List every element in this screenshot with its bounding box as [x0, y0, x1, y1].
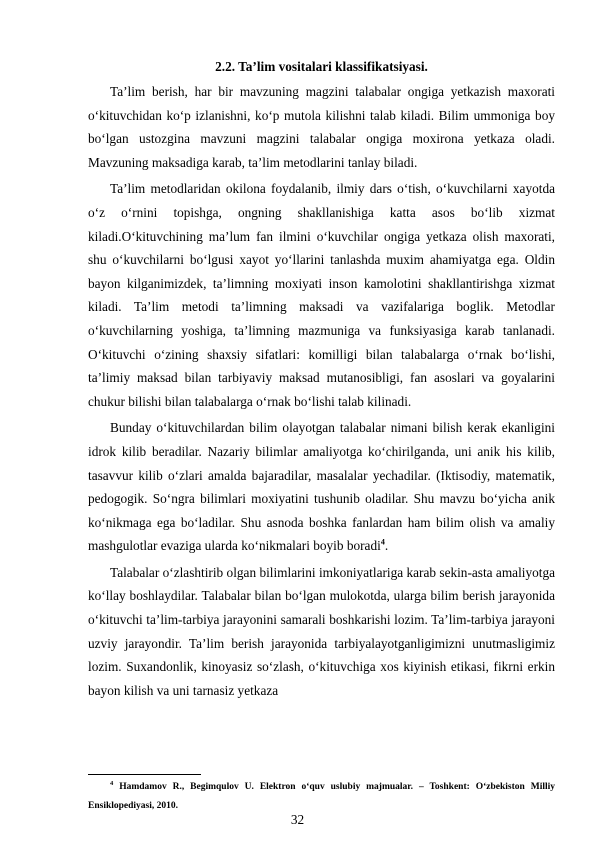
page-number: 32	[290, 812, 305, 827]
footnote-text: Hamdamov R., Begimqulov U. Elektron o‘quv uslubiy majmualar. – Toshkent: O‘zbekiston Milliy Ensiklopediyasi, 2010.	[88, 782, 556, 811]
paragraph-3: Bunday o‘kituvchilardan bilim olayotgan talabalar nimani bilish kerak ekanligini idrok kilib beradilar. Nazariy bilimlar amaliyotga ko‘chirilganda, uni anik his kilib, tasavvur kilib o‘zlari amalda bajaradilar, masalalar yechadilar. (Iktisodiy, matematik, pedogogik. So‘ngra bilimlari moxiyatini tushunib oladilar. Shu mavzu bo‘yicha anik ko‘nikmaga ega bo‘ladilar. Shu asnoda boshka fanlardan ham bilim olish va amaliy mashgulotlar evaziga ularda ko‘nikmalari boyib boradi$^4$.	[88, 420, 555, 554]
paragraph-4: Talabalar o‘zlashtirib olgan bilimlarini imkoniyatlariga karab sekin-asta amaliyotga ko‘llay boshlaydilar. Talabalar bilan bo‘lgan mulokotda, ularga bilim berish jarayonida o‘kituvchi ta’lim-tarbiya jarayonini samarali boshkarishi lozim. Ta’lim-tarbiya jarayoni uzviy jarayondir. Ta’lim berish jarayonida tarbiyalayotganligimizni unutmasligimiz lozim. Suxandonlik, kinoyasiz so‘zlash, o‘kituvchiga xos kiyinish etikasi, fikrni erkin bayon kilish va uni tarnasiz yetkaza	[88, 564, 555, 698]
paragraph-1: Ta’lim berish, har bir mavzuning magzini talabalar ongiga yetkazish maxorati o‘kituvchidan ko‘p izlanishni, ko‘p mutola kilishni talab kiladi. Bilim ummoniga boy bo‘lgan ustozgina mavzuni magzini talabalar ongiga moxirona yetkaza oladi. Mavzuning maksadiga karab, ta’lim metodlarini tanlay biladi.	[88, 84, 555, 170]
footnote-marker: 4	[110, 779, 114, 787]
section-heading: 2.2. Ta’lim vositalari klassifikatsiyasi.	[215, 59, 428, 74]
footnote-divider	[88, 774, 201, 775]
footnote-reference[interactable]: 4	[380, 537, 385, 547]
paragraph-3-text: Bunday o‘kituvchilardan bilim olayotgan talabalar nimani bilish kerak ekanligini idrok kilib beradilar. Nazariy bilimlar amaliyotga ko‘chirilganda, uni anik his kilib, tasavvur kilib o‘zlari amalda bajaradilar, masalalar yechadilar. (Iktisodiy, matematik, pedogogik. So‘ngra bilimlari moxiyatini tushunib oladilar. Shu mavzu bo‘yicha anik ko‘nikmaga ega bo‘ladilar. Shu asnoda boshka fanlardan ham bilim olish va amaliy mashgulotlar evaziga ularda ko‘nikmalari boyib boradi	[88, 420, 555, 554]
paragraph-2: Ta’lim metodlaridan okilona foydalanib, ilmiy dars o‘tish, o‘kuvchilarni xayotda o‘z o‘rnini topishga, ongning shakllanishiga katta asos bo‘lib xizmat kiladi.O‘kituvchining ma’lum fan ilmini o‘kuvchilar ongiga yetkaza olish maxorati, shu o‘kuvchilarni bo‘lgusi xayot yo‘llarini tanlashda muxim ahamiyatga ega. Oldin bayon kilganimizdek, ta’limning moxiyati inson kamolotini shakllantirishga xizmat kiladi. Ta’lim metodi ta’limning maksadi va vazifalariga boglik. Metodlar o‘kuvchilarning yoshiga, ta’limning mazmuniga va funksiyasiga karab tanlanadi. O‘kituvchi o‘zining shaxsiy sifatlari: komilligi bilan talabalarga o‘rnak bo‘lishi, ta’limiy maksad bilan tarbiyaviy maksad mutanosibligi, fan asoslari va goyalarini chukur bilishi bilan talabalarga o‘rnak bo‘lishi talab kilinadi.	[88, 181, 555, 409]
footnote	[88, 778, 555, 816]
page-body	[88, 56, 555, 705]
